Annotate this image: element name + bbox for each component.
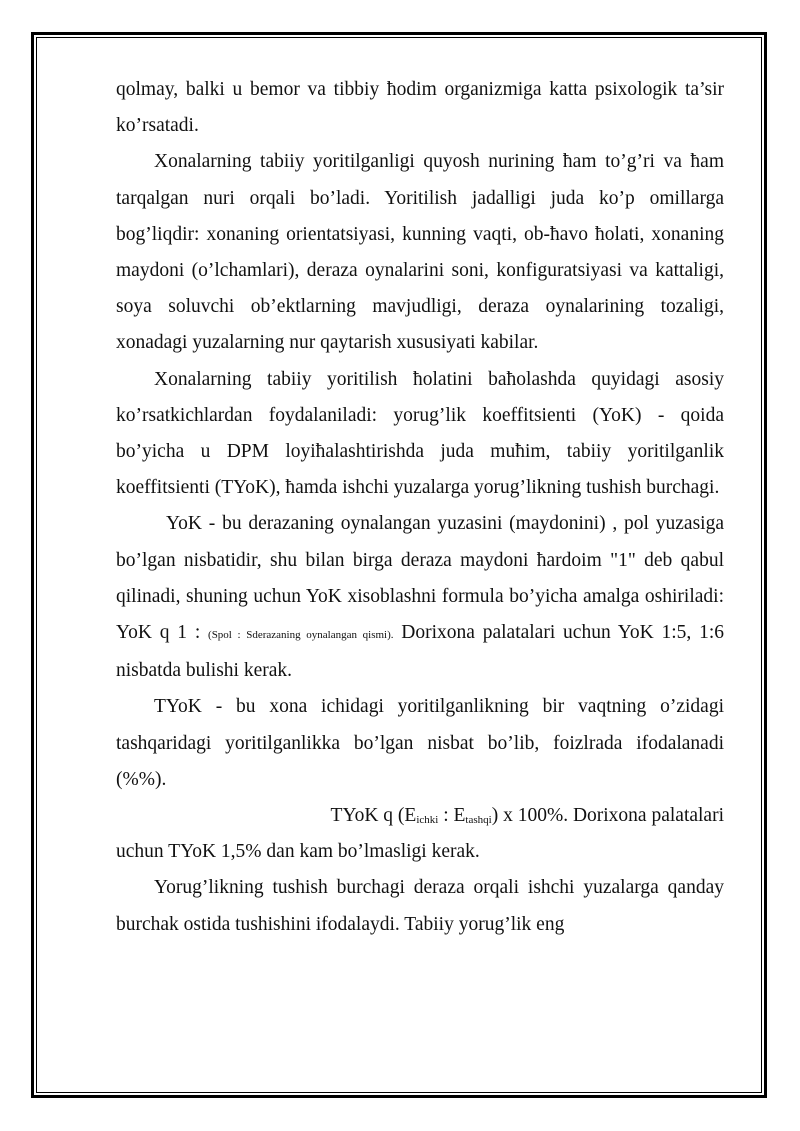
- document-body: [116, 72, 724, 943]
- formula-part-b: : E: [438, 805, 466, 827]
- formula-sub-ichki: ichki: [416, 814, 439, 827]
- formula-sub-tashqi: tashqi: [465, 814, 492, 827]
- paragraph-1: qolmay, balki u bemor va tibbiy ħodim organizmiga katta psixologik ta’sir ko’rsatadi.: [116, 79, 724, 137]
- formula-part-c: ) x 100%. Dorixona palatalari: [491, 805, 724, 827]
- paragraph-2: Xonalarning tabiiy yoritilganligi quyosh nurining ħam to’g’ri va ħam tarqalgan nuri orqali bo’ladi. Yoritilish jadalligi juda ko’p omillarga bog’liqdir: xonaning orientatsiyasi, kunning vaqti, ob-ħavo ħolati, xonaning maydoni (o’lchamlari), deraza oynalarini soni, konfiguratsiyasi va kattaligi, soya soluvchi ob’ektlarning mavjudligi, deraza oynalarining tozaligi, xonadagi yuzalarning nur qaytarish xususiyati kabilar.: [116, 151, 724, 354]
- paragraph-4-end: Dorixona palatalari uchun YoK 1:5, 1:6 nisbatda bulishi kerak.: [116, 622, 724, 682]
- paragraph-4: [116, 506, 724, 689]
- paragraph-4-main: YoK - bu derazaning oynalangan yuzasini (maydonini) , pol yuzasiga bo’lgan nisbatidir, shu bilan birga deraza maydoni ħardoim "1" deb qabul qilinadi, shuning uchun YoK xisoblashni formula bo’yicha amalga oshiriladi: YoK q 1 :: [116, 513, 724, 644]
- formula-part-a: TYoK q (E: [330, 805, 417, 827]
- formula-note: (Spol : Sderazaning oynalangan qismi).: [208, 629, 394, 642]
- paragraph-6: uchun TYoK 1,5% dan kam bo’lmasligi kerak.: [116, 841, 480, 863]
- paragraph-5: TYoK - bu xona ichidagi yoritilganlikning bir vaqtning o’zidagi tashqaridagi yoritilganlikka bo’lgan nisbat bo’lib, foizlrada ifodalanadi (%%).: [116, 696, 724, 790]
- paragraph-7: Yorug’likning tushish burchagi deraza orqali ishchi yuzalarga qanday burchak ostida tushishini ifodalaydi. Tabiiy yorug’lik eng: [116, 877, 724, 935]
- formula-line: [116, 798, 724, 834]
- paragraph-3: Xonalarning tabiiy yoritilish ħolatini baħolashda quyidagi asosiy ko’rsatkichlardan foydalaniladi: yorug’lik koeffitsienti (YoK) - qoida bo’yicha u DPM loyiħalashtirishda juda muħim, tabiiy yoritilganlik koeffitsienti (TYoK), ħamda ishchi yuzalarga yorug’likning tushish burchagi.: [116, 368, 724, 499]
